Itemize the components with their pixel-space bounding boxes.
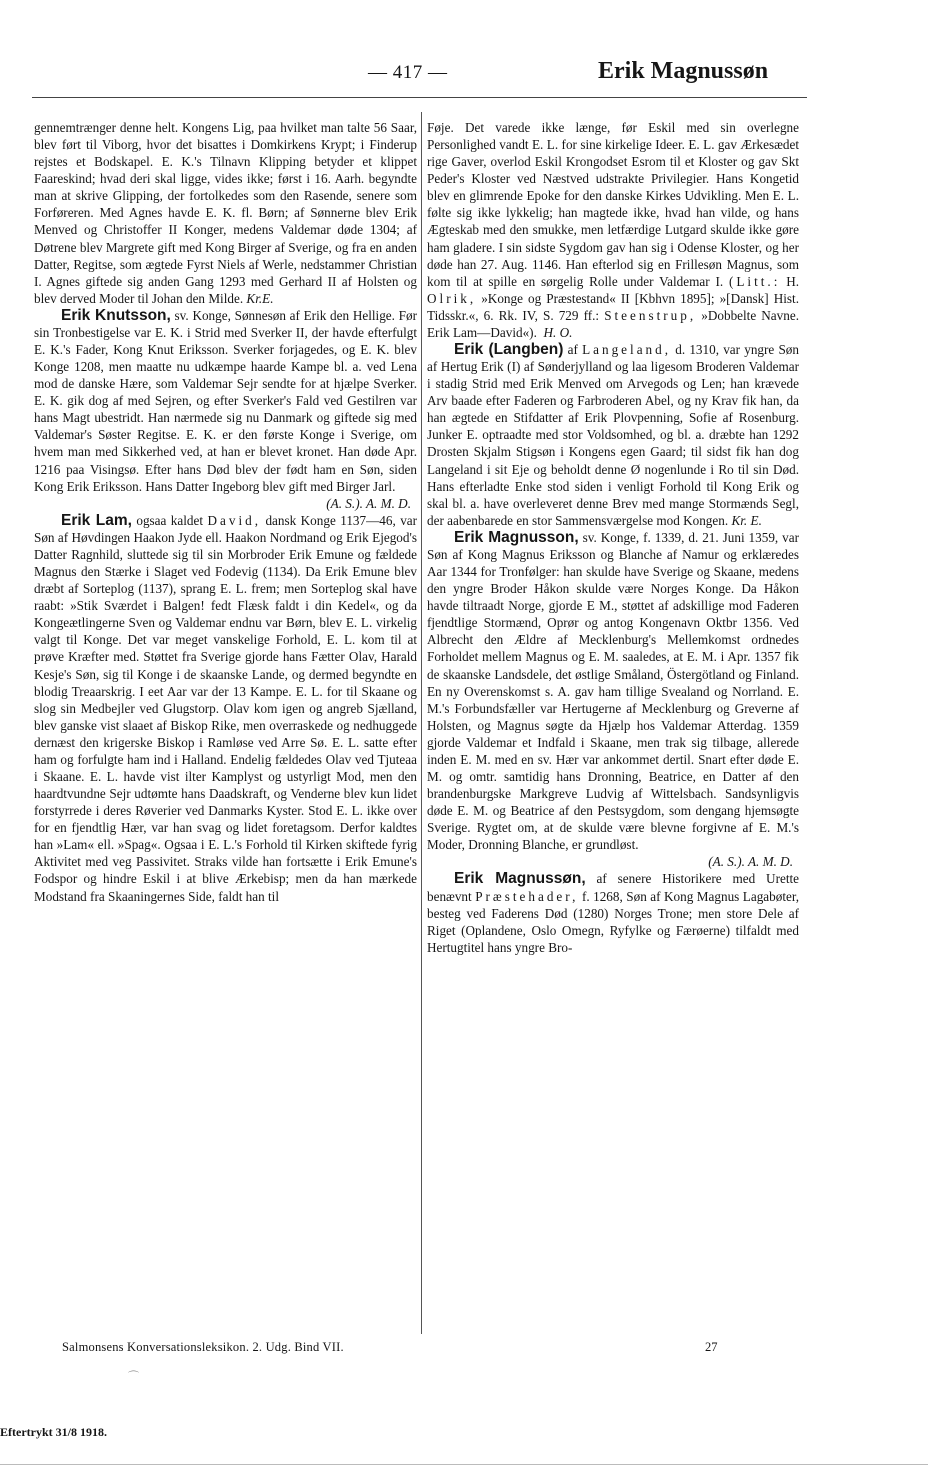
spaced-name: David,	[207, 512, 262, 528]
headword-erik-magnussoen: Erik Magnussøn,	[454, 870, 586, 888]
entry-erik-langben	[427, 341, 799, 529]
literature-author: Olrik,	[427, 290, 477, 306]
continued-paragraph	[34, 119, 417, 307]
entry-text-pre: ogsaa kaldet	[136, 512, 204, 528]
entry-erik-magnussoen	[427, 870, 799, 955]
publication-line: Salmonsens Konversationsleksikon. 2. Udg. Bind VII.	[62, 1340, 344, 1354]
page-footer	[0, 1340, 928, 1360]
literature-text: »Konge og Præstestand« II [Kbhvn 1895]; »[Dansk] Hist. Tidsskr.«, 6. Rk. IV, S. 729 ff.:	[427, 290, 799, 323]
cont-signature: H. O.	[543, 324, 573, 340]
intro-text: gennemtrænger denne helt. Kongens Lig, paa hvilket man talte 56 Saar, blev ført til Viborg, hvor det bisattes i Domkirkens Krypt; i Finderup rejstes et Bodskapel. E. K.'s Tilnavn Klipping betyder et klippet Faareskind; hvad deri skal ligge, vides ikke; først i 16. Aarh. begyndte man at skrive Glipping, der fortolkedes som den Rasende, senere som Forføreren. Med Agnes havde E. K. fl. Børn; af Sønnerne blev Erik Menved og Christoffer II Konger, medens Valdemar døde 1304; af Døtrene blev Margrete gift med Kong Birger af Sverige, og fra en anden Datter, Regitse, som ægtede Fyrst Niels af Werle, nedstammer Christian I. Agnes giftede sig anden Gang 1293 med Gerhard II af Holsten og blev derved Moder til Johan den Milde.	[34, 120, 417, 306]
entry-erik-knutsson	[34, 307, 417, 495]
entry-text-pre: af	[567, 342, 578, 358]
entry-text: sv. Konge, f. 1339, d. 21. Juni 1359, var Søn af Kong Magnus Eriksson og Blanche af Namur og erklæredes Aar 1344 for Tronfølger: han skulde have Sverige og Skaane, medens den yngre Broder Håkon skulde være Norges Konge. Da Håkon havde tiltraadt Norge, gjorde E M., støttet af adskillige mod Faderen fjendtlige Stormænd, Oprør og antog Kongenavn Oktbr 1356. Ved Albrecht den Ældre af Mecklenburg's Mellemkomst ordnedes Forholdet mellem Magnus og E. M. saaledes, at E. M. i Apr. 1357 fik de skaanske Landsdele, det østlige Småland, Östergötland og Finland. En ny Overenskomst s. A. gav ham tillige Svealand og Norrland. E. M.'s Forbundsfæller var Hertugerne af Mecklenburg og Greverne af Holsten, og Magnus søgte da Hjælp hos Valdemar Atterdag. 1359 gjorde Valdemar et Indfald i Skaane, men trak sig tilbage, allerede inden E. M. med en sv. Hær var ankommet dertil. Snart efter døde E. M. og omtr. samtidig hans Dronning, Beatrice, en Datter af den brandenburgske Markgreve Ludvig af Wittelsbach. Sandsynligvis døde E. M. og Beatrice af den Pestsygdom, som dengang hjemsøgte Sverige. Rygtet om, at de skulde være blevne forgivne af E. M.'s Moder, Dronning Blanche, er grundløst.	[427, 529, 799, 853]
entry-signature: (A. S.). A. M. D.	[326, 495, 411, 511]
headword-erik-magnusson: Erik Magnusson,	[454, 528, 579, 546]
spaced-name: Langeland,	[582, 342, 672, 358]
reprint-note: Eftertrykt 31/8 1918.	[0, 1425, 107, 1439]
page-number: — 417 —	[368, 62, 448, 83]
continued-paragraph	[427, 119, 799, 341]
headword-erik-knutsson: Erik Knutsson,	[61, 306, 171, 324]
headword-erik-lam: Erik Lam,	[61, 511, 132, 529]
literature-text: »Dobbelte Navne. Erik Lam—David«).	[427, 307, 799, 340]
entry-text: f. 1268, Søn af Kong Magnus Lagabøter, besteg ved Faderens Død (1280) Norges Trone; men store Dele af Riget (Oplandene, Oslo Omegn, Ryfylke og Færøerne) tilfaldt med Hertugtitel hans yngre Bro-	[427, 888, 799, 955]
intro-signature: Kr.E.	[246, 290, 274, 306]
entry-text: sv. Konge, Sønnesøn af Erik den Hellige. Før sin Tronbestigelse var E. K. i Strid med Sverker II, der havde efterfulgt E. K.'s Fader, Kong Knut Eriksson. Sverker forjagedes, og E. K. blev Konge 1208, men maatte nu udkæmpe haarde Kampe bl. a. ved Lena mod de danske Hære, som Valdemar Sejr sendte for at hjælpe Sverker. E. K. gik dog af med Sejren, og efter Sverker's Fald ved Gestilren var hans Magt ubestridt. Han nærmede sig nu Danmark og giftede sig med Valdemar's Søster Regitse. E. K. er den første Konge i Sverige, om hvem man med Sikkerhed ved, at han er blevet kronet. Han døde Apr. 1216 paa Visingsø. Efter hans Død blev der født ham en Søn, siden Kong Erik Eriksson. Hans Datter Ingeborg blev gift med Birger Jarl.	[34, 307, 417, 494]
entry-erik-lam	[34, 512, 417, 905]
sheet-signature: 27	[705, 1340, 718, 1354]
cont-text: Føje. Det varede ikke længe, før Eskil med sin overlegne Personlighed vandt E. L. for sine kirkelige Ideer. E. L. gav Ærkesædet rige Gaver, overlod Eskil Krongodset Esrom til et Kloster og gav Skt Peder's Kloster ved Næstved udstrakte Privilegier. Hans Kongetid blev en glimrende Epoke for den danske Kirkes Udvikling. Men E. L. følte sig ikke lykkelig; han magtede ikke, hvad han vilde, og hans Ægteskab med den smukke, men letfærdige Lutgard skulde ikke gøre ham gladere. I sin sidste Sygdom gav han sig i Odense Kloster, og her døde han 27. Aug. 1146. Han efterlod sig en Frillesøn Magnus, som kom til at spille en sørgelig Rolle under Valdemar I.	[427, 120, 799, 289]
entry-signature: Kr. E.	[731, 512, 762, 528]
left-column	[34, 119, 417, 1331]
spaced-name: Præstehader,	[475, 888, 579, 904]
entry-signature: (A. S.). A. M. D.	[708, 854, 793, 870]
page-header	[0, 58, 928, 92]
entry-text: d. 1310, var yngre Søn af Hertug Erik (I) af Sønderjylland og laa ligesom Broderen Valdemar i stadig Strid med Erik Menved om Arvegods og Len; han krævede Arv baade efter Faderen og Farbroderen Abel, og ny Krav fik han, da han ægtede en Stifdatter af Erik Plovpenning, Sofie af Rosenburg. Junker E. optraadte med stor Voldsomhed, og bl. a. dræbte han 1292 Drosten Skjalm Stigsøn i Kongens egen Gaard; til sidst fik han dog Langeland i sit Eje og beholdt denne Ø nogenlunde i Ro til sin Død. Hans efterladte Enke stod siden i venligt Forhold til Kong Erik og skal bl. a. have overleveret denne Brev med mange Stormænds Segl, der aabenbarede en stor Sammensværgelse mod Kongen.	[427, 342, 799, 528]
entry-text: dansk Konge 1137—46, var Søn af Høvdingen Haakon Jyde ell. Haakon Nordmand og Erik Ejegod's Datter Ragnhild, sluttede sig til sin Morbroder Erik Emune og fældede Magnus den Stærke i Slaget ved Fodevig (1134). Da Erik Emune blev dræbt af Sorteplog (1137), sprang E. L. frem; men Sorteplog skal have raabt: »Stik Sværdet i Balgen! fedt Flæsk faldt i din Kedel«, og da Kongeætlingerne Sven og Valdemar endnu var Børn, blev E. L. virkelig valgt til Konge. Det var meget vanskelige Forhold, E. L. kom til at prøve Kræfter med. Støttet fra Sverige gjorde hans Fætter Olav, Harald Kesje's Søn, sig til Konge i de skaanske Lande, og dermed begyndte en blodig Treaarskrig. I eet Aar var der 13 Kampe. E. L. for til Skaane og slog sin Medbejler ved Glugstorp. Olav kom igen og angreb Sjælland, blev ganske vist slaaet af Biskop Rike, men overraskede og nedhuggede dernæst den krigerske Biskop i Ramløse ved Arre Sø. E. L. satte efter ham og forfulgte ham ind i Halland. Endelig fældedes Olav ved Tjuteaa i Skaane. E. L. havde vist ilter Kamplyst og ustyrligt Mod, men den haardtvundne Sejr udtømte hans Daadskraft, og Venderne blev kun lidet forstyrrede i deres Røverier ved Danmarks Kyster. Stod E. L. ikke over for en fjendtlig Hær, var han svag og lidet foretagsom. Derfor kaldtes han »Lam« ell. »Spag«. Ogsaa i E. L.'s Forhold til Kirken skiftede fyrig Aktivitet med veg Passivitet. Straks vilde han fortsætte i Erik Emune's Fodspor og hindre Eskil i at blive Ærkebisp; men da han mærkede Modstand fra Skaaningernes Side, faldt han til	[34, 512, 417, 904]
print-mark: ⌒	[128, 1371, 139, 1383]
header-rule	[32, 97, 807, 98]
literature-text: H.	[786, 273, 799, 289]
running-head: Erik Magnussøn	[598, 58, 769, 84]
literature-author: Steenstrup,	[604, 307, 697, 323]
entry-text-pre: af senere Historikere med Urette benævnt	[427, 871, 799, 904]
bottom-rule	[0, 1464, 928, 1465]
right-column	[427, 119, 799, 1331]
entry-erik-magnusson-sv	[427, 529, 799, 853]
column-divider	[421, 112, 422, 1334]
literature-label: (Litt.:	[728, 273, 781, 289]
headword-erik-langben: Erik (Langben)	[454, 341, 564, 359]
